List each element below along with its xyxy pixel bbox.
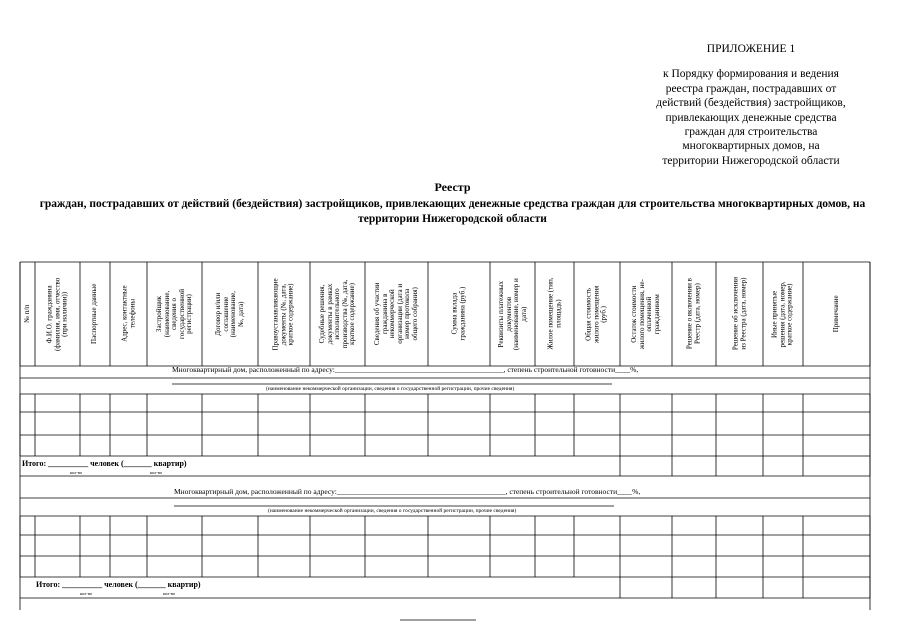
column-header-label: Паспортные данные bbox=[90, 283, 99, 345]
total-label: Итого: bbox=[22, 459, 47, 468]
column-header-label: Судебные решения, документы в рамках исполнительного производства (№, дата, краткое содержание) bbox=[317, 279, 356, 349]
apartments-label: квартир) bbox=[153, 459, 187, 468]
total-label: Итого: bbox=[36, 580, 61, 589]
column-header-label: Жилое помещение (тип, площадь) bbox=[545, 277, 562, 351]
apartments-label: квартир) bbox=[167, 580, 201, 589]
house-prefix: Многоквартирный дом, расположенный по адресу: bbox=[172, 365, 335, 374]
column-header bbox=[365, 262, 428, 366]
house-suffix: , степень строительной готовности bbox=[503, 365, 616, 374]
column-header-label: Сумма вклада гражданина (руб.) bbox=[450, 287, 466, 341]
column-header-label: Реквизиты платежных документов (наименование, номер и дата) bbox=[496, 278, 528, 350]
column-header bbox=[574, 262, 620, 366]
column-header-label: Иные принятые решения (дата, номер, краткое содержание) bbox=[770, 280, 794, 348]
house-prefix: Многоквартирный дом, расположенный по адресу: bbox=[174, 487, 337, 496]
column-header-label: № п/п bbox=[22, 305, 31, 323]
house-suffix: , степень строительной готовности bbox=[505, 487, 618, 496]
column-header-label: Решение о включении в Реестр (дата, номер) bbox=[685, 278, 701, 350]
count-note: кол-во bbox=[163, 591, 176, 596]
column-header bbox=[620, 262, 672, 366]
persons-label: человек ( bbox=[90, 459, 124, 468]
registry-title: Реестр bbox=[434, 180, 471, 194]
column-header bbox=[672, 262, 716, 366]
column-header bbox=[20, 262, 35, 366]
count-note: кол-во bbox=[70, 470, 83, 475]
percent-sign: %, bbox=[632, 487, 641, 496]
column-header bbox=[110, 262, 147, 366]
column-header bbox=[490, 262, 535, 366]
column-header-label: Общая стоимость жилого помещения (руб.) bbox=[584, 285, 608, 343]
column-header-label: Примечание bbox=[831, 295, 840, 333]
annex-line: территории Нижегородской области bbox=[662, 154, 840, 167]
section1-org-note: (наименование некоммерческой организации, сведения о государственной регистрации, прочие сведения) bbox=[266, 386, 515, 392]
count-note: кол-во bbox=[150, 470, 163, 475]
section2-org-note: (наименование некоммерческой организации, сведения о государственной регистрации, прочие сведения) bbox=[268, 508, 517, 514]
count-note: кол-во bbox=[80, 591, 93, 596]
column-header bbox=[80, 262, 110, 366]
section1-house-line: Многоквартирный дом, расположенный по адресу:_____________________________________________, степень строительной готовности____%, bbox=[172, 365, 639, 374]
column-header-label: Сведения об участии гражданина в некоммерческой организации (дата и номер протокола общего собрания) bbox=[372, 282, 419, 346]
annex-heading: ПРИЛОЖЕНИЕ 1 bbox=[706, 43, 796, 55]
column-header-label: Застройщик (наименование, сведения о государственной регистрации) bbox=[154, 289, 193, 339]
section1-total-line: Итого: __________ человек (_______ квартир) bbox=[22, 459, 187, 468]
column-header bbox=[310, 262, 365, 366]
column-header bbox=[716, 262, 763, 366]
persons-label: человек ( bbox=[104, 580, 138, 589]
column-header-label: Ф.И.О. гражданина (фамилия, имя, отчество (при наличии)) bbox=[45, 277, 69, 351]
column-header bbox=[202, 262, 258, 366]
registry-subtitle: граждан, пострадавших от действий (бездействия) застройщиков, привлекающих денежные средства граждан для строительства многоквартирных домов, на территории Нижегородской области bbox=[39, 198, 866, 225]
annex-line: многоквартирных домов, на bbox=[682, 140, 820, 153]
column-header-label: Остаток стоимости жилого помещения, не- оплаченной гражданином bbox=[629, 278, 661, 350]
annex-line: к Порядку формирования и ведения bbox=[663, 68, 839, 81]
column-header-label: Договор и/или соглашение (наименование, №, дата) bbox=[213, 290, 245, 338]
column-header bbox=[763, 262, 803, 366]
column-header bbox=[35, 262, 80, 366]
percent-sign: %, bbox=[630, 365, 639, 374]
section2-house-line: Многоквартирный дом, расположенный по адресу:_____________________________________________, степень строительной готовности____%, bbox=[174, 487, 641, 496]
column-header-label: Адрес, контактные телефоны bbox=[119, 285, 136, 343]
column-header-label: Правоустанавливающие документы (№, дата, краткое содержание) bbox=[271, 277, 295, 351]
column-header bbox=[803, 262, 870, 366]
column-header bbox=[428, 262, 490, 366]
column-header bbox=[147, 262, 202, 366]
column-header-label: Решение об исключении из Реестра (дата, номер) bbox=[730, 277, 747, 351]
column-header bbox=[535, 262, 574, 366]
column-header bbox=[258, 262, 310, 366]
annex-line: действий (бездействия) застройщиков, bbox=[656, 97, 846, 110]
section2-total-line: Итого: __________ человек (_______ квартир) bbox=[36, 580, 201, 589]
annex-line: граждан для строительства bbox=[684, 126, 818, 139]
annex-line: реестра граждан, пострадавших от bbox=[665, 82, 837, 95]
annex-line: привлекающих денежные средства bbox=[665, 111, 837, 124]
